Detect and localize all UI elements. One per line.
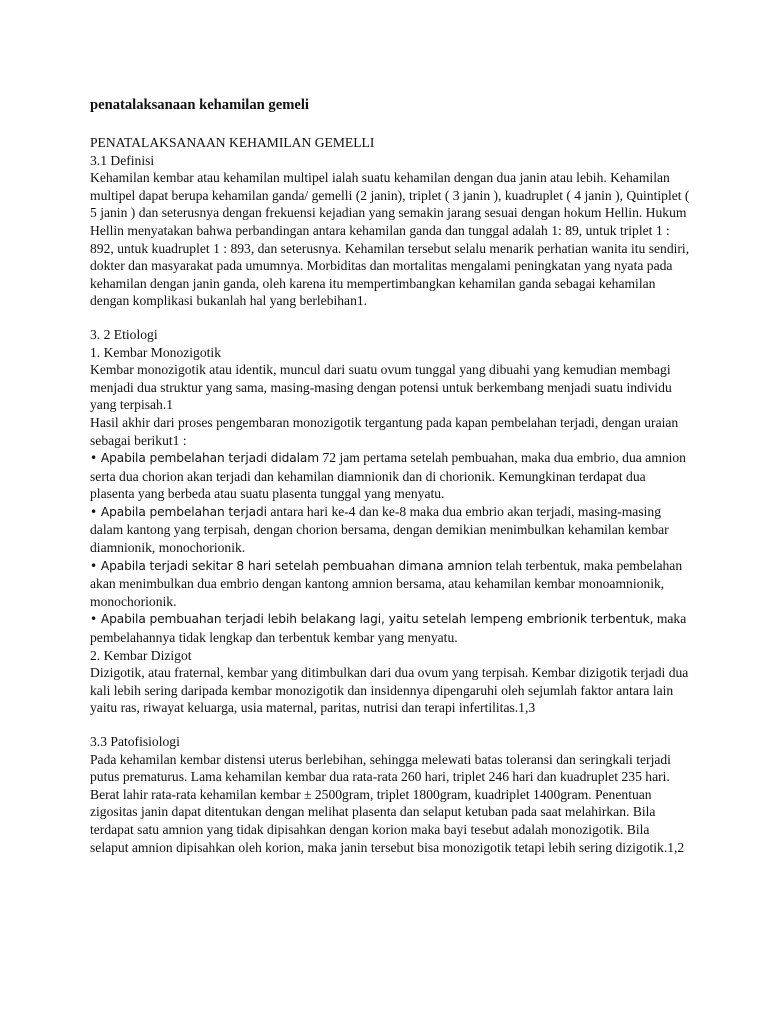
section-heading-patofisiologi: 3.3 Patofisiologi	[90, 734, 180, 749]
section-definisi	[90, 134, 690, 310]
bullet-body-text: maka pembelahannya tidak lengkap dan terbentuk kembar yang menyatu.	[90, 611, 687, 646]
subheading-monozigotik: 1. Kembar Monozigotik	[90, 344, 222, 360]
bullet-lead-text: • Apabila terjadi sekitar 8 hari setelah pembuahan dimana amnion	[90, 558, 493, 573]
section-heading-definisi: 3.1 Definisi	[90, 152, 155, 168]
document-page	[90, 96, 690, 872]
bullet-lead-text: • Apabila pembelahan terjadi	[90, 504, 267, 519]
section-patofisiologi	[90, 733, 690, 856]
section-heading-etiologi: 3. 2 Etiologi	[90, 326, 158, 342]
bullet-lead-text: • Apabila pembuahan terjadi lebih belakang lagi, yaitu setelah lempeng embrionik terbentuk,	[90, 612, 654, 627]
bullet-item	[90, 557, 690, 611]
paragraph-hasil-akhir: Hasil akhir dari proses pengembaran monozigotik tergantung pada kapan pembelahan terjadi, dengan uraian sebagai berikut1 :	[90, 414, 679, 448]
paragraph-monozigotik: Kembar monozigotik atau identik, muncul dari suatu ovum tunggal yang dibuahi yang kemudian membagi menjadi dua struktur yang sama, masing-masing dengan potensi untuk berkembang menjadi suatu individu yang terpisah.1	[90, 362, 672, 413]
bullet-item	[90, 610, 690, 646]
paragraph-definisi: Kehamilan kembar atau kehamilan multipel ialah suatu kehamilan dengan dua janin atau lebih. Kehamilan multipel dapat berupa kehamilan ganda/ gemelli (2 janin), triplet ( 3 janin ), kuadruplet ( 4 janin ), Quintiplet ( 5 janin ) dan seterusnya dengan frekuensi kejadian yang semakin jarang sesuai dengan hokum Hellin. Hukum Hellin menyatakan bahwa perbandingan antara kehamilan ganda dan tunggal adalah 1: 89, untuk triplet 1 : 892, untuk kuadruplet 1 : 893, dan seterusnya. Kehamilan tersebut selalu menarik perhatian wanita itu sendiri, dokter dan masyarakat pada umumnya. Morbiditas dan mortalitas mengalami peningkatan yang nyata pada kehamilan dengan janin ganda, oleh karena itu mempertimbangkan kehamilan ganda sebagai kehamilan dengan komplikasi bukanlah hal yang berlebihan1.	[90, 170, 690, 309]
bullet-body-text: antara hari ke-4 dan ke-8 maka dua embrio akan terjadi, masing-masing dalam kantong yang terpisah, dengan chorion bersama, dengan demikian menimbulkan kehamilan kembar diamnionik, monochorionik.	[90, 503, 669, 556]
document-title: penatalaksanaan kehamilan gemeli	[90, 97, 309, 113]
subheading-dizigot: 2. Kembar Dizigot	[90, 647, 192, 663]
bullet-item	[90, 449, 690, 503]
bullet-body-text: 72 jam pertama setelah pembuahan, maka dua embrio, dua amnion serta dua chorion akan terjadi dan kehamilan diamnionik dan di chorionik. Kemungkinan terdapat dua plasenta yang berbeda atau suatu plasenta tunggal yang menyatu.	[90, 450, 686, 502]
bullet-item	[90, 503, 690, 557]
bullet-lead-text: • Apabila pembelahan terjadi didalam	[90, 451, 320, 466]
paragraph-patofisiologi: Pada kehamilan kembar distensi uterus berlebihan, sehingga melewati batas toleransi dan seringkali terjadi putus prematurus. Lama kehamilan kembar dua rata-rata 260 hari, triplet 246 hari dan kuadruplet 235 hari. Berat lahir rata-rata kehamilan kembar ± 2500gram, triplet 1800gram, kuadriplet 1400gram. Penentuan zigositas janin dapat ditentukan dengan melihat plasenta dan selaput ketuban pada saat melahirkan. Bila terdapat satu amnion yang tidak dipisahkan dengan korion maka bayi tesebut adalah monozigotik. Bila selaput amnion dipisahkan oleh korion, maka janin tersebut bisa monozigotik tetapi lebih sering dizigotik.1,2	[90, 751, 685, 855]
bullet-body-text: telah terbentuk, maka pembelahan akan menimbulkan dua embrio dengan kantong amnion bersama, atau kehamilan kembar monoamnionik, monochorionik.	[90, 557, 683, 609]
section-etiologi	[90, 326, 690, 717]
paragraph-dizigot: Dizigotik, atau fraternal, kembar yang ditimbulkan dari dua ovum yang terpisah. Kembar dizigotik terjadi dua kali lebih sering daripada kembar monozigotik dan insidennya dipengaruhi oleh sejumlah faktor antara lain yaitu ras, riwayat keluarga, usia maternal, paritas, nutrisi dan terapi infertilitas.1,3	[90, 665, 689, 716]
document-heading: PENATALAKSANAAN KEHAMILAN GEMELLI	[90, 135, 375, 150]
